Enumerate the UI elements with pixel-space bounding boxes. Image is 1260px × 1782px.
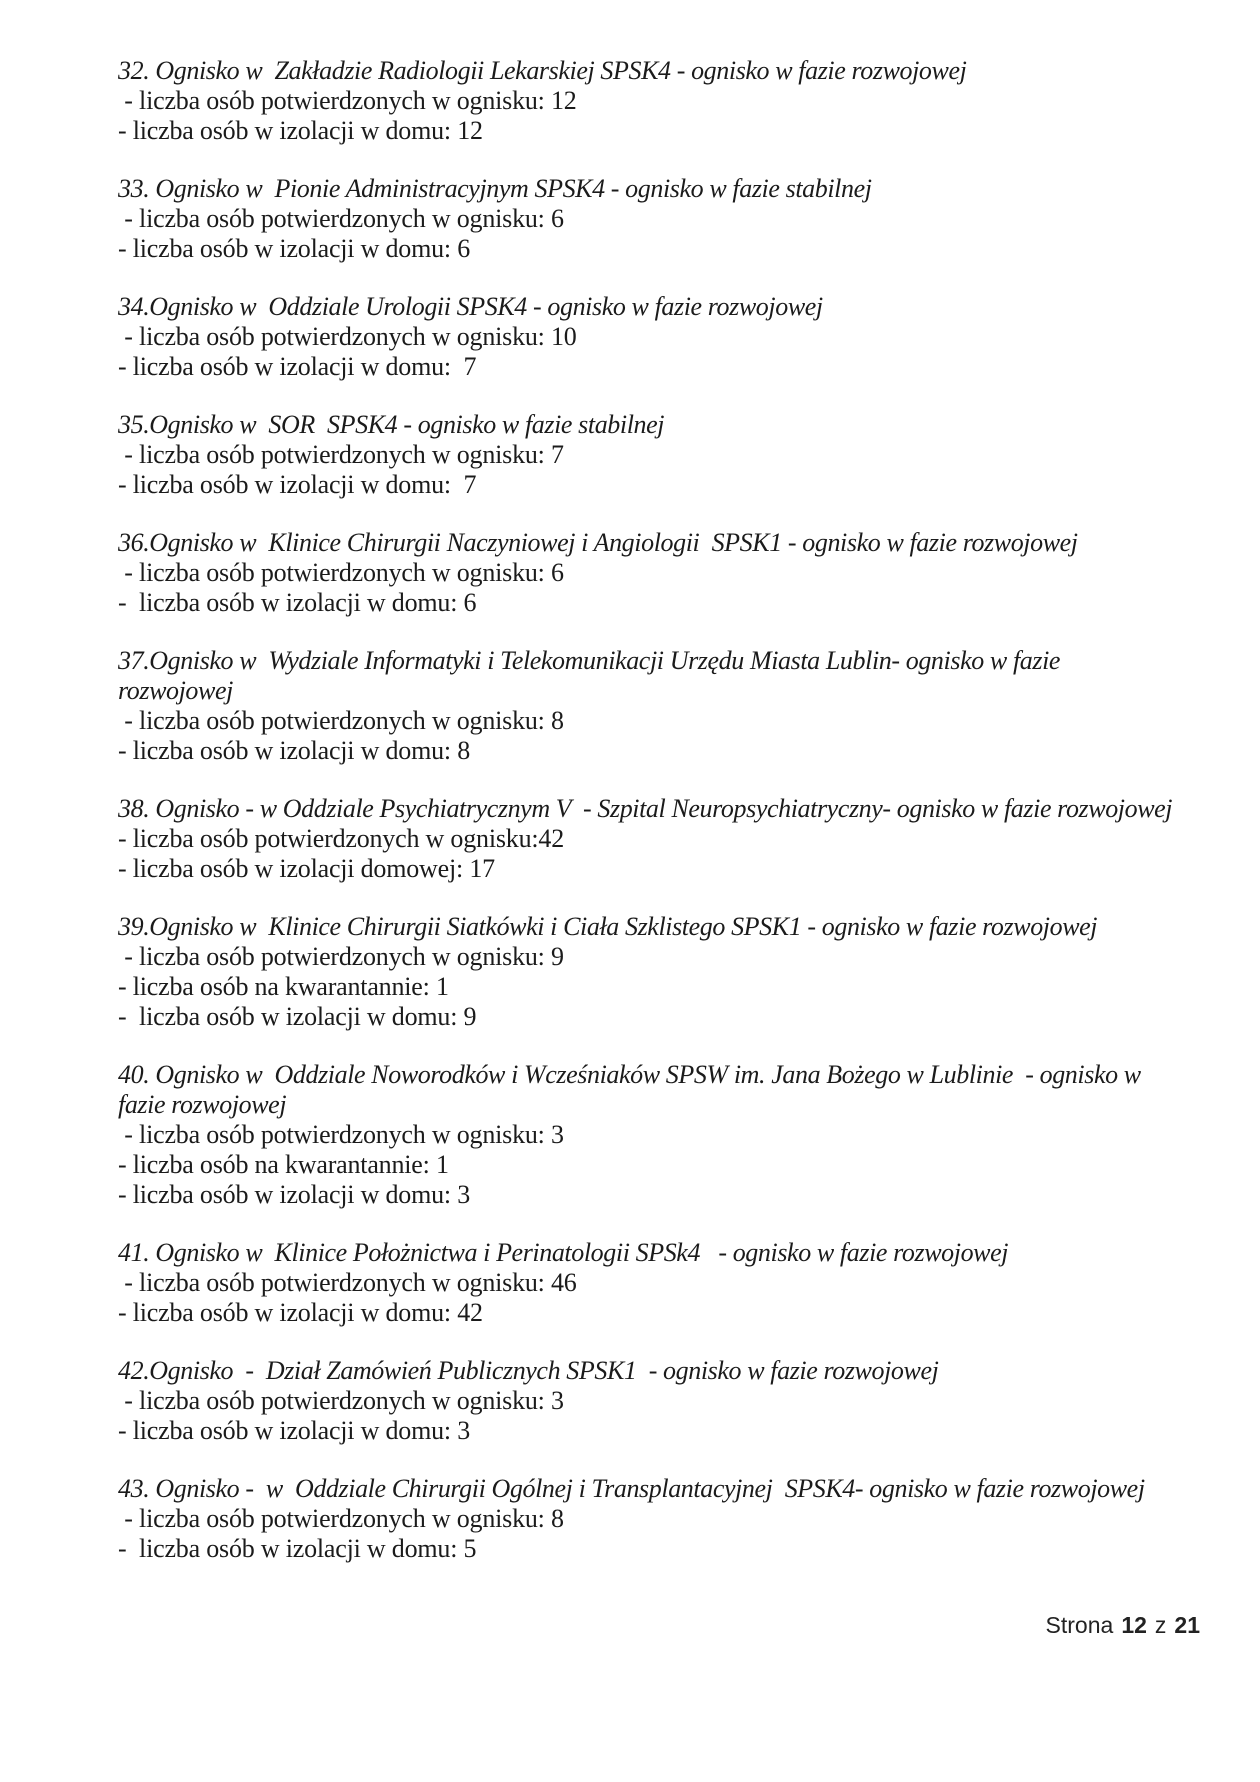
outbreak-detail-line: - liczba osób w izolacji w domu: 3 <box>118 1416 471 1445</box>
footer-total-pages: 21 <box>1174 1612 1200 1638</box>
outbreak-detail-line: - liczba osób potwierdzonych w ognisku: 46 <box>118 1268 577 1297</box>
outbreak-item <box>118 174 1228 264</box>
outbreak-detail-line: - liczba osób w izolacji w domu: 42 <box>118 1298 483 1327</box>
outbreak-detail-line: - liczba osób w izolacji w domu: 7 <box>118 352 477 381</box>
outbreak-heading: 34.Ognisko w Oddziale Urologii SPSK4 - ognisko w fazie rozwojowej <box>118 292 823 321</box>
outbreak-detail-line: - liczba osób potwierdzonych w ognisku: 3 <box>118 1386 564 1415</box>
outbreak-detail-line: - liczba osób potwierdzonych w ognisku: 7 <box>118 440 564 469</box>
outbreak-detail-line: - liczba osób w izolacji w domu: 3 <box>118 1180 471 1209</box>
outbreak-detail-line: - liczba osób w izolacji domowej: 17 <box>118 854 495 883</box>
outbreak-detail-line: - liczba osób potwierdzonych w ognisku:42 <box>118 824 564 853</box>
outbreak-heading: 36.Ognisko w Klinice Chirurgii Naczyniowej i Angiologii SPSK1 - ognisko w fazie rozwojowej <box>118 528 1078 557</box>
outbreak-heading: 35.Ognisko w SOR SPSK4 - ognisko w fazie stabilnej <box>118 410 665 439</box>
outbreak-detail-line: - liczba osób na kwarantannie: 1 <box>118 1150 449 1179</box>
footer-label: Strona <box>1045 1612 1114 1638</box>
outbreak-item <box>118 794 1228 884</box>
outbreak-detail-line: - liczba osób potwierdzonych w ognisku: 10 <box>118 322 577 351</box>
outbreak-item <box>118 646 1228 766</box>
outbreak-detail-line: - liczba osób w izolacji w domu: 9 <box>118 1002 477 1031</box>
outbreak-detail-line: - liczba osób w izolacji w domu: 6 <box>118 588 477 617</box>
outbreak-detail-line: - liczba osób w izolacji w domu: 6 <box>118 234 471 263</box>
outbreak-item <box>118 410 1228 500</box>
outbreak-item <box>118 528 1228 618</box>
outbreak-item <box>118 912 1228 1032</box>
outbreak-item <box>118 1356 1228 1446</box>
footer-page-number: 12 <box>1121 1612 1147 1638</box>
outbreak-detail-line: - liczba osób w izolacji w domu: 8 <box>118 736 471 765</box>
outbreak-item <box>118 292 1228 382</box>
outbreak-item <box>118 1060 1228 1210</box>
outbreak-heading: 32. Ognisko w Zakładzie Radiologii Lekarskiej SPSK4 - ognisko w fazie rozwojowej <box>118 56 967 85</box>
outbreak-detail-line: - liczba osób potwierdzonych w ognisku: 3 <box>118 1120 564 1149</box>
outbreak-detail-line: - liczba osób potwierdzonych w ognisku: 6 <box>118 204 564 233</box>
outbreak-item <box>118 56 1228 146</box>
outbreak-heading: 37.Ognisko w Wydziale Informatyki i Telekomunikacji Urzędu Miasta Lublin- ognisko w fazie <box>118 646 1061 675</box>
outbreak-heading: 42.Ognisko - Dział Zamówień Publicznych SPSK1 - ognisko w fazie rozwojowej <box>118 1356 939 1385</box>
outbreak-detail-line: - liczba osób potwierdzonych w ognisku: 8 <box>118 706 564 735</box>
outbreak-detail-line: - liczba osób w izolacji w domu: 5 <box>118 1534 477 1563</box>
outbreak-detail-line: - liczba osób w izolacji w domu: 7 <box>118 470 477 499</box>
outbreak-heading: 40. Ognisko w Oddziale Noworodków i Wcześniaków SPSW im. Jana Bożego w Lublinie - ognisko w <box>118 1060 1141 1089</box>
outbreak-detail-line: - liczba osób potwierdzonych w ognisku: 12 <box>118 86 577 115</box>
footer-of-separator: z <box>1154 1612 1167 1638</box>
outbreak-heading: 33. Ognisko w Pionie Administracyjnym SPSK4 - ognisko w fazie stabilnej <box>118 174 872 203</box>
outbreak-heading-line2: rozwojowej <box>118 676 233 705</box>
outbreak-heading: 41. Ognisko w Klinice Położnictwa i Perinatologii SPSk4 - ognisko w fazie rozwojowej <box>118 1238 1009 1267</box>
outbreak-item <box>118 1238 1228 1328</box>
outbreak-detail-line: - liczba osób w izolacji w domu: 12 <box>118 116 483 145</box>
outbreak-detail-line: - liczba osób potwierdzonych w ognisku: 8 <box>118 1504 564 1533</box>
outbreak-heading: 43. Ognisko - w Oddziale Chirurgii Ogólnej i Transplantacyjnej SPSK4- ognisko w fazie rozwojowej <box>118 1474 1145 1503</box>
outbreak-detail-line: - liczba osób potwierdzonych w ognisku: 9 <box>118 942 564 971</box>
outbreak-heading-line2: fazie rozwojowej <box>118 1090 287 1119</box>
outbreak-list <box>118 56 1228 1592</box>
page-footer <box>1046 1612 1200 1639</box>
outbreak-heading: 38. Ognisko - w Oddziale Psychiatrycznym V - Szpital Neuropsychiatryczny- ognisko w fazie rozwojowej <box>118 794 1173 823</box>
outbreak-item <box>118 1474 1228 1564</box>
outbreak-heading: 39.Ognisko w Klinice Chirurgii Siatkówki i Ciała Szklistego SPSK1 - ognisko w fazie rozwojowej <box>118 912 1098 941</box>
outbreak-detail-line: - liczba osób na kwarantannie: 1 <box>118 972 449 1001</box>
outbreak-detail-line: - liczba osób potwierdzonych w ognisku: 6 <box>118 558 564 587</box>
